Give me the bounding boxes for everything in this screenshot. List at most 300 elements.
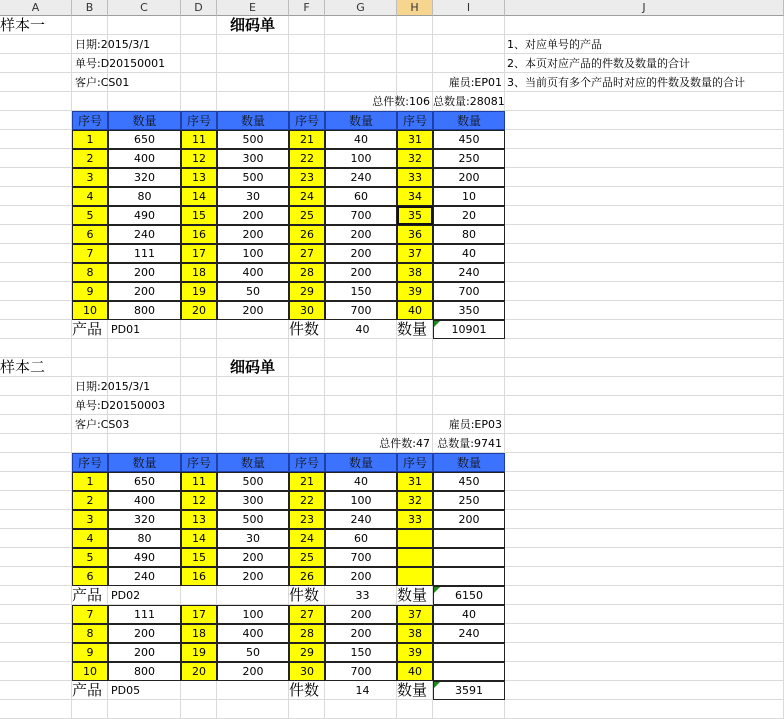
- grid-cell[interactable]: [505, 187, 784, 206]
- grid-cell[interactable]: [0, 187, 72, 206]
- grid-cell[interactable]: [72, 434, 108, 453]
- quantity-cell[interactable]: 240: [433, 263, 505, 282]
- grid-cell[interactable]: [0, 700, 72, 719]
- seq-cell[interactable]: 38: [397, 624, 433, 643]
- quantity-cell[interactable]: [433, 548, 505, 567]
- quantity-cell[interactable]: [433, 567, 505, 586]
- quantity-cell[interactable]: 150: [325, 282, 397, 301]
- grid-cell[interactable]: [505, 111, 784, 130]
- grid-cell[interactable]: [325, 396, 397, 415]
- grid-cell[interactable]: [181, 586, 217, 605]
- quantity-cell[interactable]: 60: [325, 529, 397, 548]
- seq-cell[interactable]: 14: [181, 187, 217, 206]
- quantity-cell[interactable]: 250: [433, 491, 505, 510]
- grid-cell[interactable]: [0, 529, 72, 548]
- grid-cell[interactable]: [181, 339, 217, 358]
- grid-cell[interactable]: [505, 548, 784, 567]
- seq-cell[interactable]: 37: [397, 605, 433, 624]
- quantity-cell[interactable]: 100: [325, 491, 397, 510]
- quantity-cell[interactable]: 300: [217, 491, 289, 510]
- seq-cell[interactable]: 27: [289, 244, 325, 263]
- quantity-cell[interactable]: 700: [325, 206, 397, 225]
- quantity-cell[interactable]: 240: [325, 168, 397, 187]
- quantity-cell[interactable]: 500: [217, 130, 289, 149]
- seq-cell[interactable]: 24: [289, 187, 325, 206]
- quantity-cell[interactable]: 450: [433, 130, 505, 149]
- grid-cell[interactable]: [217, 681, 289, 700]
- seq-cell[interactable]: 25: [289, 206, 325, 225]
- seq-cell[interactable]: 37: [397, 244, 433, 263]
- grid-cell[interactable]: [505, 16, 784, 35]
- seq-cell[interactable]: 10: [72, 301, 108, 320]
- column-header-c[interactable]: C: [108, 0, 181, 16]
- quantity-cell[interactable]: 300: [217, 149, 289, 168]
- grid-cell[interactable]: [505, 149, 784, 168]
- grid-cell[interactable]: [433, 377, 505, 396]
- seq-cell[interactable]: 26: [289, 567, 325, 586]
- grid-cell[interactable]: [0, 149, 72, 168]
- grid-cell[interactable]: [505, 643, 784, 662]
- quantity-cell[interactable]: 50: [217, 282, 289, 301]
- grid-cell[interactable]: [0, 453, 72, 472]
- grid-cell[interactable]: [0, 510, 72, 529]
- quantity-cell[interactable]: 30: [217, 529, 289, 548]
- grid-cell[interactable]: [325, 35, 397, 54]
- grid-cell[interactable]: [505, 491, 784, 510]
- seq-cell[interactable]: 20: [181, 662, 217, 681]
- grid-cell[interactable]: [217, 434, 289, 453]
- seq-cell[interactable]: 16: [181, 567, 217, 586]
- quantity-cell[interactable]: 10: [433, 187, 505, 206]
- seq-cell[interactable]: [397, 548, 433, 567]
- grid-cell[interactable]: [433, 35, 505, 54]
- column-header-e[interactable]: E: [217, 0, 289, 16]
- column-header-g[interactable]: G: [325, 0, 397, 16]
- seq-cell[interactable]: 1: [72, 472, 108, 491]
- grid-cell[interactable]: [505, 681, 784, 700]
- quantity-cell[interactable]: 40: [325, 472, 397, 491]
- seq-cell[interactable]: 6: [72, 567, 108, 586]
- column-header-d[interactable]: D: [181, 0, 217, 16]
- quantity-cell[interactable]: 20: [433, 206, 505, 225]
- grid-cell[interactable]: [433, 16, 505, 35]
- seq-cell[interactable]: 15: [181, 206, 217, 225]
- quantity-cell[interactable]: 111: [108, 244, 181, 263]
- quantity-cell[interactable]: 50: [217, 643, 289, 662]
- quantity-cell[interactable]: 400: [108, 491, 181, 510]
- grid-cell[interactable]: [0, 320, 72, 339]
- grid-cell[interactable]: [0, 681, 72, 700]
- quantity-cell[interactable]: 150: [325, 643, 397, 662]
- grid-cell[interactable]: [0, 73, 72, 92]
- grid-cell[interactable]: [289, 377, 325, 396]
- grid-cell[interactable]: [217, 586, 289, 605]
- seq-cell[interactable]: 8: [72, 263, 108, 282]
- seq-cell[interactable]: 25: [289, 548, 325, 567]
- quantity-cell[interactable]: 240: [108, 567, 181, 586]
- grid-cell[interactable]: [0, 491, 72, 510]
- seq-cell[interactable]: 19: [181, 643, 217, 662]
- grid-cell[interactable]: [505, 225, 784, 244]
- seq-cell[interactable]: 40: [397, 301, 433, 320]
- grid-cell[interactable]: [0, 54, 72, 73]
- seq-cell[interactable]: 20: [181, 301, 217, 320]
- quantity-cell[interactable]: 200: [325, 263, 397, 282]
- quantity-cell[interactable]: 240: [108, 225, 181, 244]
- quantity-cell[interactable]: 240: [325, 510, 397, 529]
- grid-cell[interactable]: [505, 301, 784, 320]
- seq-cell[interactable]: 33: [397, 510, 433, 529]
- grid-cell[interactable]: [397, 377, 433, 396]
- quantity-cell[interactable]: 100: [217, 244, 289, 263]
- grid-cell[interactable]: [433, 396, 505, 415]
- grid-cell[interactable]: [289, 396, 325, 415]
- grid-cell[interactable]: [0, 301, 72, 320]
- seq-cell[interactable]: 17: [181, 244, 217, 263]
- grid-cell[interactable]: [505, 377, 784, 396]
- grid-cell[interactable]: [505, 567, 784, 586]
- grid-cell[interactable]: [72, 339, 108, 358]
- grid-cell[interactable]: [181, 434, 217, 453]
- seq-cell[interactable]: 23: [289, 510, 325, 529]
- quantity-cell[interactable]: [433, 643, 505, 662]
- seq-cell[interactable]: 29: [289, 282, 325, 301]
- quantity-cell[interactable]: 200: [217, 206, 289, 225]
- seq-cell[interactable]: 32: [397, 149, 433, 168]
- seq-cell[interactable]: 29: [289, 643, 325, 662]
- grid-cell[interactable]: [181, 92, 217, 111]
- grid-cell[interactable]: [72, 92, 108, 111]
- grid-cell[interactable]: [433, 54, 505, 73]
- quantity-cell[interactable]: 490: [108, 548, 181, 567]
- grid-cell[interactable]: [397, 700, 433, 719]
- grid-cell[interactable]: [505, 396, 784, 415]
- pieces-value: 14: [355, 684, 370, 697]
- seq-cell[interactable]: 5: [72, 206, 108, 225]
- quantity-cell[interactable]: 200: [217, 301, 289, 320]
- seq-cell[interactable]: 5: [72, 548, 108, 567]
- quantity-cell[interactable]: 500: [217, 472, 289, 491]
- quantity-cell[interactable]: 200: [325, 624, 397, 643]
- quantity-cell[interactable]: 400: [217, 263, 289, 282]
- seq-cell[interactable]: 32: [397, 491, 433, 510]
- grid-cell[interactable]: [289, 700, 325, 719]
- sheet-title: 细码单: [229, 358, 275, 376]
- grid-cell[interactable]: [397, 339, 433, 358]
- grid-cell[interactable]: [433, 358, 505, 377]
- quantity-cell[interactable]: 700: [433, 282, 505, 301]
- grid-cell[interactable]: [108, 339, 181, 358]
- grid-cell[interactable]: [0, 35, 72, 54]
- quantity-cell[interactable]: 30: [217, 187, 289, 206]
- quantity-cell[interactable]: 200: [217, 548, 289, 567]
- grid-cell[interactable]: [108, 92, 181, 111]
- quantity-cell[interactable]: 200: [108, 624, 181, 643]
- quantity-cell[interactable]: 80: [108, 529, 181, 548]
- sample-label: 样本二: [0, 358, 46, 376]
- grid-cell[interactable]: [397, 35, 433, 54]
- grid-cell[interactable]: [217, 700, 289, 719]
- grid-cell[interactable]: [0, 111, 72, 130]
- grid-cell[interactable]: [289, 73, 325, 92]
- quantity-cell[interactable]: 80: [433, 225, 505, 244]
- grid-cell[interactable]: [0, 624, 72, 643]
- quantity-cell[interactable]: 40: [433, 605, 505, 624]
- grid-cell[interactable]: [397, 54, 433, 73]
- grid-cell[interactable]: [181, 681, 217, 700]
- grid-cell[interactable]: [505, 206, 784, 225]
- column-header-i[interactable]: I: [433, 0, 505, 16]
- grid-cell[interactable]: [0, 548, 72, 567]
- quantity-cell[interactable]: 400: [217, 624, 289, 643]
- seq-cell[interactable]: 22: [289, 491, 325, 510]
- seq-cell[interactable]: 15: [181, 548, 217, 567]
- grid-cell[interactable]: [397, 73, 433, 92]
- seq-cell[interactable]: 38: [397, 263, 433, 282]
- grid-cell[interactable]: [505, 320, 784, 339]
- quantity-cell[interactable]: 200: [433, 168, 505, 187]
- grid-cell[interactable]: [0, 282, 72, 301]
- grid-cell[interactable]: [505, 244, 784, 263]
- quantity-cell[interactable]: 200: [108, 643, 181, 662]
- quantity-cell[interactable]: 800: [108, 301, 181, 320]
- grid-cell[interactable]: [0, 396, 72, 415]
- seq-cell[interactable]: 35: [397, 206, 433, 225]
- grid-cell[interactable]: [505, 586, 784, 605]
- column-header-h[interactable]: H: [397, 0, 433, 16]
- seq-cell[interactable]: 11: [181, 130, 217, 149]
- seq-cell[interactable]: [397, 567, 433, 586]
- grid-cell[interactable]: [108, 434, 181, 453]
- grid-cell[interactable]: [289, 35, 325, 54]
- grid-cell[interactable]: [325, 700, 397, 719]
- seq-cell[interactable]: 10: [72, 662, 108, 681]
- seq-cell[interactable]: 22: [289, 149, 325, 168]
- seq-cell[interactable]: 2: [72, 491, 108, 510]
- seq-cell[interactable]: 13: [181, 168, 217, 187]
- grid-cell[interactable]: [505, 624, 784, 643]
- quantity-cell[interactable]: 650: [108, 472, 181, 491]
- grid-cell[interactable]: [325, 415, 397, 434]
- grid-cell[interactable]: [0, 92, 72, 111]
- seq-cell[interactable]: 21: [289, 472, 325, 491]
- grid-cell[interactable]: [505, 510, 784, 529]
- quantity-cell[interactable]: 490: [108, 206, 181, 225]
- seq-cell[interactable]: 17: [181, 605, 217, 624]
- quantity-cell[interactable]: 111: [108, 605, 181, 624]
- seq-cell[interactable]: 28: [289, 263, 325, 282]
- seq-cell[interactable]: 39: [397, 282, 433, 301]
- error-indicator-icon: [434, 587, 440, 593]
- grid-cell[interactable]: [505, 358, 784, 377]
- column-header-f[interactable]: F: [289, 0, 325, 16]
- grid-cell[interactable]: [0, 643, 72, 662]
- quantity-cell[interactable]: 40: [433, 244, 505, 263]
- quantity-cell[interactable]: 700: [325, 301, 397, 320]
- grid-cell[interactable]: [0, 263, 72, 282]
- grid-cell[interactable]: [505, 529, 784, 548]
- seq-cell[interactable]: 18: [181, 624, 217, 643]
- seq-cell[interactable]: 40: [397, 662, 433, 681]
- grid-cell[interactable]: [397, 415, 433, 434]
- seq-cell[interactable]: 19: [181, 282, 217, 301]
- grid-cell[interactable]: [289, 415, 325, 434]
- grid-cell[interactable]: [217, 339, 289, 358]
- seq-cell[interactable]: 1: [72, 130, 108, 149]
- grid-cell[interactable]: [0, 168, 72, 187]
- seq-cell[interactable]: 18: [181, 263, 217, 282]
- seq-cell[interactable]: 34: [397, 187, 433, 206]
- grid-cell[interactable]: [0, 206, 72, 225]
- quantity-cell[interactable]: [433, 529, 505, 548]
- quantity-cell[interactable]: 200: [325, 605, 397, 624]
- grid-cell[interactable]: [289, 339, 325, 358]
- quantity-cell[interactable]: 40: [325, 130, 397, 149]
- seq-cell[interactable]: 7: [72, 605, 108, 624]
- grid-cell[interactable]: [505, 415, 784, 434]
- quantity-cell[interactable]: 240: [433, 624, 505, 643]
- quantity-cell[interactable]: 350: [433, 301, 505, 320]
- grid-cell[interactable]: [505, 662, 784, 681]
- seq-cell[interactable]: 4: [72, 529, 108, 548]
- seq-cell[interactable]: [397, 529, 433, 548]
- pieces-label: 件数: [289, 586, 320, 604]
- grid-cell[interactable]: [505, 472, 784, 491]
- seq-cell[interactable]: 7: [72, 244, 108, 263]
- seq-cell[interactable]: 16: [181, 225, 217, 244]
- seq-cell[interactable]: 30: [289, 662, 325, 681]
- grid-cell[interactable]: [108, 700, 181, 719]
- quantity-cell[interactable]: [433, 662, 505, 681]
- quantity-cell[interactable]: 200: [325, 567, 397, 586]
- grid-cell[interactable]: [217, 92, 289, 111]
- grid-cell[interactable]: [505, 130, 784, 149]
- column-header-b[interactable]: B: [72, 0, 108, 16]
- seq-cell[interactable]: 12: [181, 149, 217, 168]
- quantity-cell[interactable]: 250: [433, 149, 505, 168]
- grid-cell[interactable]: [505, 605, 784, 624]
- seq-cell[interactable]: 28: [289, 624, 325, 643]
- seq-cell[interactable]: 31: [397, 130, 433, 149]
- seq-cell[interactable]: 9: [72, 282, 108, 301]
- grid-cell[interactable]: [505, 282, 784, 301]
- grid-cell[interactable]: [0, 377, 72, 396]
- seq-cell[interactable]: 13: [181, 510, 217, 529]
- grid-cell[interactable]: [0, 339, 72, 358]
- seq-cell[interactable]: 39: [397, 643, 433, 662]
- grid-cell[interactable]: [505, 168, 784, 187]
- date-field: 日期:2015/3/1: [75, 380, 151, 393]
- seq-cell[interactable]: 2: [72, 149, 108, 168]
- grid-cell[interactable]: [0, 244, 72, 263]
- seq-cell[interactable]: 30: [289, 301, 325, 320]
- grid-cell[interactable]: [505, 434, 784, 453]
- grid-cell[interactable]: [181, 320, 217, 339]
- grid-cell[interactable]: [0, 415, 72, 434]
- grid-cell[interactable]: [0, 130, 72, 149]
- pieces-label: 件数: [289, 681, 320, 699]
- quantity-cell[interactable]: 200: [108, 282, 181, 301]
- grid-cell[interactable]: [325, 377, 397, 396]
- seq-cell[interactable]: 6: [72, 225, 108, 244]
- quantity-cell[interactable]: 200: [325, 244, 397, 263]
- quantity-cell[interactable]: 320: [108, 510, 181, 529]
- seq-cell[interactable]: 12: [181, 491, 217, 510]
- seq-cell[interactable]: 3: [72, 510, 108, 529]
- quantity-cell[interactable]: 500: [217, 510, 289, 529]
- seq-cell[interactable]: 36: [397, 225, 433, 244]
- seq-cell[interactable]: 11: [181, 472, 217, 491]
- grid-cell[interactable]: [0, 662, 72, 681]
- grid-cell[interactable]: [217, 320, 289, 339]
- quantity-cell[interactable]: 80: [108, 187, 181, 206]
- quantity-cell[interactable]: 200: [108, 263, 181, 282]
- quantity-cell[interactable]: 200: [325, 225, 397, 244]
- quantity-cell[interactable]: 700: [325, 662, 397, 681]
- quantity-cell[interactable]: 60: [325, 187, 397, 206]
- grid-cell[interactable]: [289, 54, 325, 73]
- seq-cell[interactable]: 14: [181, 529, 217, 548]
- grid-cell[interactable]: [325, 73, 397, 92]
- grid-cell[interactable]: [0, 586, 72, 605]
- grid-cell[interactable]: [505, 263, 784, 282]
- seq-cell[interactable]: 3: [72, 168, 108, 187]
- grid-cell[interactable]: [0, 472, 72, 491]
- grid-cell[interactable]: [433, 339, 505, 358]
- grid-cell[interactable]: [0, 434, 72, 453]
- quantity-cell[interactable]: 800: [108, 662, 181, 681]
- quantity-cell[interactable]: 400: [108, 149, 181, 168]
- grid-cell[interactable]: [325, 339, 397, 358]
- grid-cell[interactable]: [505, 92, 784, 111]
- seq-cell[interactable]: 33: [397, 168, 433, 187]
- quantity-cell[interactable]: 200: [217, 225, 289, 244]
- seq-cell[interactable]: 31: [397, 472, 433, 491]
- grid-cell[interactable]: [505, 700, 784, 719]
- seq-cell[interactable]: 26: [289, 225, 325, 244]
- grid-cell[interactable]: [0, 567, 72, 586]
- seq-cell[interactable]: 27: [289, 605, 325, 624]
- quantity-cell[interactable]: 450: [433, 472, 505, 491]
- quantity-cell[interactable]: 200: [433, 510, 505, 529]
- quantity-cell[interactable]: 100: [325, 149, 397, 168]
- grid-cell[interactable]: [505, 339, 784, 358]
- grid-cell[interactable]: [505, 453, 784, 472]
- grid-cell[interactable]: [181, 700, 217, 719]
- seq-cell[interactable]: 21: [289, 130, 325, 149]
- grid-cell[interactable]: [325, 54, 397, 73]
- quantity-cell[interactable]: 650: [108, 130, 181, 149]
- grid-cell[interactable]: [0, 605, 72, 624]
- quantity-cell[interactable]: 200: [217, 567, 289, 586]
- seq-cell[interactable]: 4: [72, 187, 108, 206]
- quantity-cell[interactable]: 100: [217, 605, 289, 624]
- grid-cell[interactable]: [433, 700, 505, 719]
- quantity-cell[interactable]: 200: [217, 662, 289, 681]
- column-header-a[interactable]: A: [0, 0, 72, 16]
- seq-cell[interactable]: 9: [72, 643, 108, 662]
- seq-cell[interactable]: 23: [289, 168, 325, 187]
- column-header-j[interactable]: J: [505, 0, 784, 16]
- grid-cell[interactable]: [0, 225, 72, 244]
- grid-cell[interactable]: [397, 396, 433, 415]
- quantity-cell[interactable]: 700: [325, 548, 397, 567]
- quantity-cell[interactable]: 320: [108, 168, 181, 187]
- quantity-cell[interactable]: 500: [217, 168, 289, 187]
- grid-cell[interactable]: [72, 700, 108, 719]
- seq-cell[interactable]: 8: [72, 624, 108, 643]
- seq-cell[interactable]: 24: [289, 529, 325, 548]
